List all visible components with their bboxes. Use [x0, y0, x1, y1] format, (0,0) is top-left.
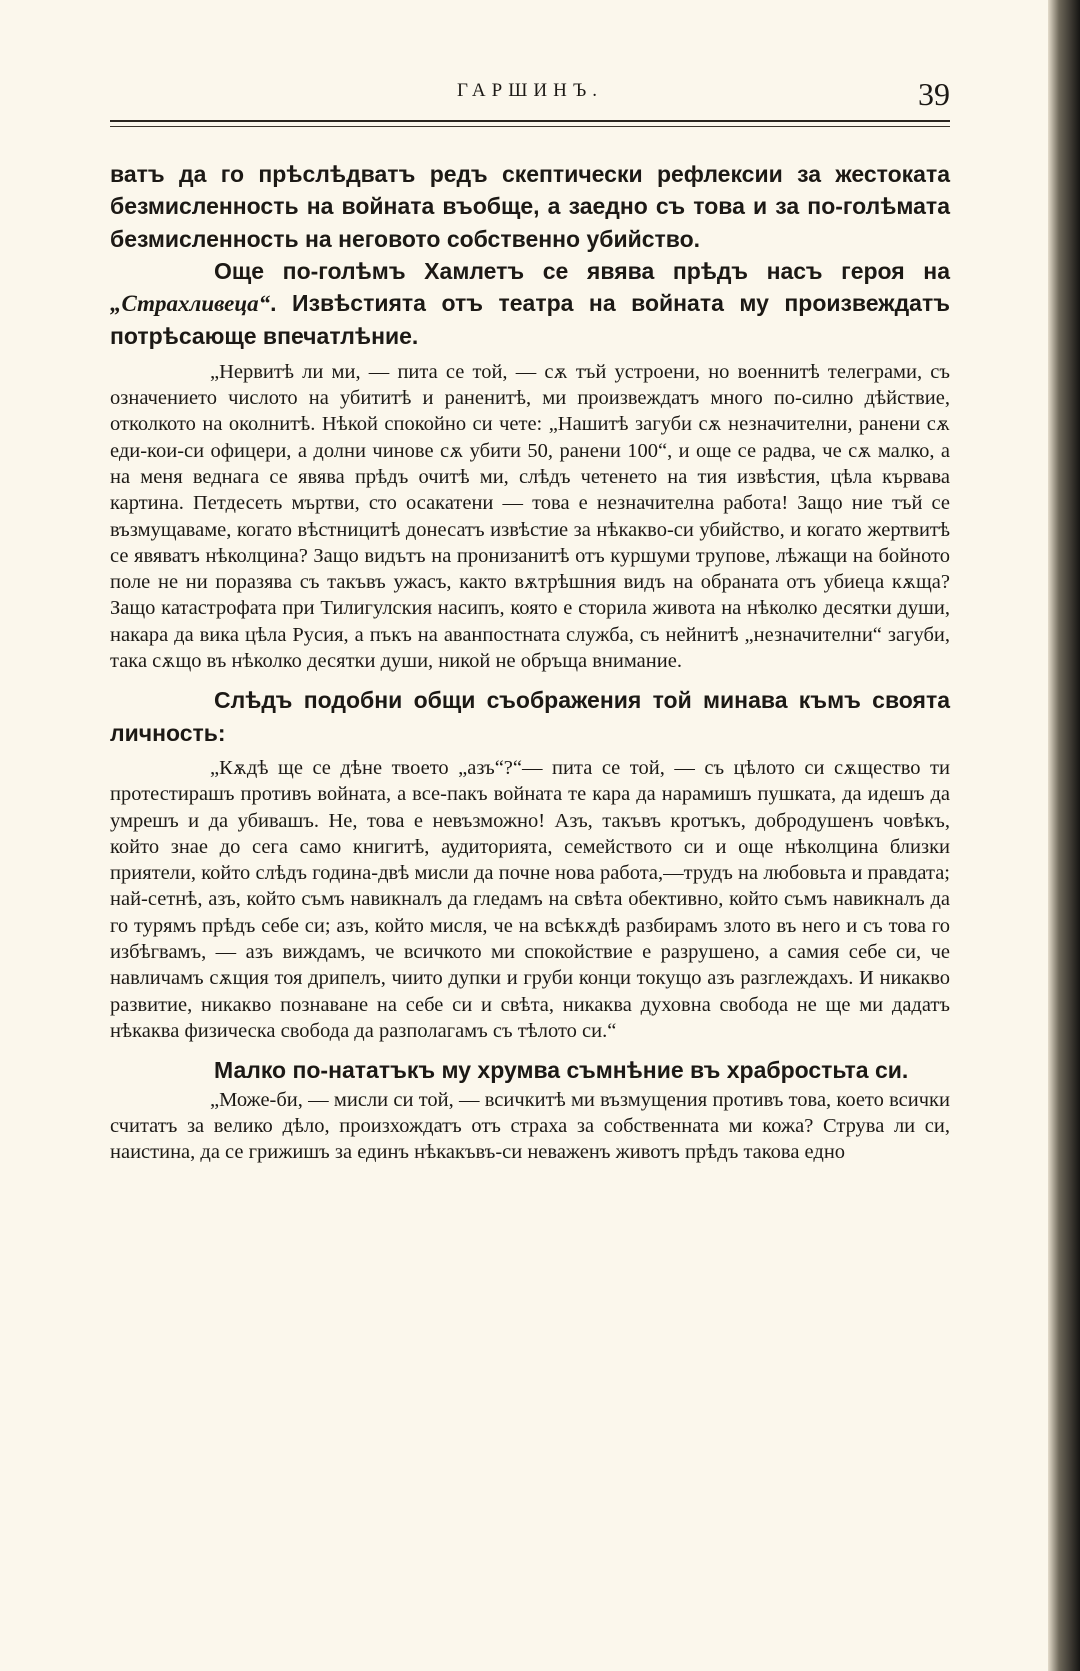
page-header [110, 76, 950, 116]
header-rule-thin [110, 126, 950, 127]
running-head: ГАРШИНЪ. [457, 80, 603, 101]
quote-fear: „Може-би, — мисли си той, — всичкитѣ ми възмущения противъ това, което всички считатъ за велико дѣло, произхождатъ отъ страха за собственната ми кожа? Струва ли си, наистина, да се грижишъ за единъ нѣкакъвъ-си неваженъ животъ прѣдъ такова едно [110, 1088, 950, 1164]
binding-edge [1048, 0, 1080, 1671]
paragraph-coward-start: Още по-голѣмъ Хамлетъ се явява прѣдъ насъ героя на [214, 257, 950, 284]
quote-nerves: „Нервитѣ ли ми, — пита се той, — сѫ тъй устроени, но военнитѣ телеграми, съ означението числото на убититѣ и раненитѣ, ми произвеждатъ много по-силно дѣйствие, отколкото на околнитѣ. Нѣкой спокойно си чете: „Нашитѣ загуби сѫ незначителни, ранени сѫ еди-кои-си офицери, а долни чинове сѫ убити 50, ранени 100“, и още се радва, че сѫ малко, а на меня веднага се явява прѣдъ очитѣ ми, слѣдъ четенето на тия извѣстия, цѣла кървава картина. Петдесеть мъртви, сто осакатени — това е незначителна работа! Защо ние тъй се възмущаваме, когато вѣстницитѣ донесатъ извѣстие за нѣкакво-си убийство, и когато жертвитѣ се явяватъ нѣколцина? Защо видътъ на пронизанитѣ отъ куршуми трупове, лѣжащи на бойното поле не ни поразява съ такъвъ ужасъ, както вѫтрѣшния видъ на обраната отъ убиеца кѫща? Защо катастрофата при Тилигулския насипъ, която е сторила живота на нѣколко десятки души, накара да вика цѣла Русия, а пъкъ на аванпостната служба, съ нейнитѣ „незначителни“ загуби, така сѫщо въ нѣколко десятки души, никой не обръща внимание. [110, 360, 950, 673]
page-number: 39 [918, 76, 950, 112]
paragraph-doubt: Малко по-нататъкъ му хрумва съмнѣние въ храбростьта си. [214, 1057, 909, 1084]
paragraph-coward [110, 255, 950, 353]
paragraph-coward-end: . Извѣстията отъ театра на войната му произвеждатъ потрѣсающе впечатлѣние. [110, 290, 950, 350]
story-title: „Страхливеца“ [110, 291, 271, 317]
paragraph-continuation: ватъ да го прѣслѣдватъ редъ скептически рефлексии за жестоката безмисленность на войната въобще, а заедно съ това и за по-голѣмата безмисленность на неговото собственно убийство. [110, 161, 950, 252]
quote-self: „Кѫдѣ ще се дѣне твоето „азъ“?“— пита се той, — съ цѣлото си сѫщество ти протестирашъ противъ войната, а все-пакъ войната те кара да нарамишъ пушката, да идешъ да умрешъ и да убивашъ. Не, това е невъзможно! Азъ, такъвъ кротъкъ, добродушенъ човѣкъ, който знае до сега само книгитѣ, аудиторията, семейството си и още нѣколцина близки приятели, който слѣдъ година-двѣ мисли да почне нова работа,—трудъ на любовьта и правдата; най-сетнѣ, азъ, който съмъ навикналъ да гледамъ на свѣта обективно, който съмъ навикналъ да го турямъ прѣдъ себе си; азъ, който мисля, че на всѣкѫдѣ разбирамъ злото въ него и съ това го избѣгвамъ, — азъ виждамъ, че всичкото ми спокойствие е разрушено, а самия себе си, че навличамъ сѫщия тоя дрипелъ, чиито дупки и груби конци токущо азъ разглеждахъ. И никакво развитие, никакво познаване на себе си и свѣта, никаква духовна свобода не ще ми дадатъ нѣкаква физическа свобода да разполагамъ съ тѣлото си.“ [110, 756, 950, 1042]
header-rule-thick [110, 120, 950, 122]
body-text [110, 158, 950, 1165]
paragraph-personality: Слѣдъ подобни общи съображения той минава къмъ своята личность: [110, 687, 950, 746]
